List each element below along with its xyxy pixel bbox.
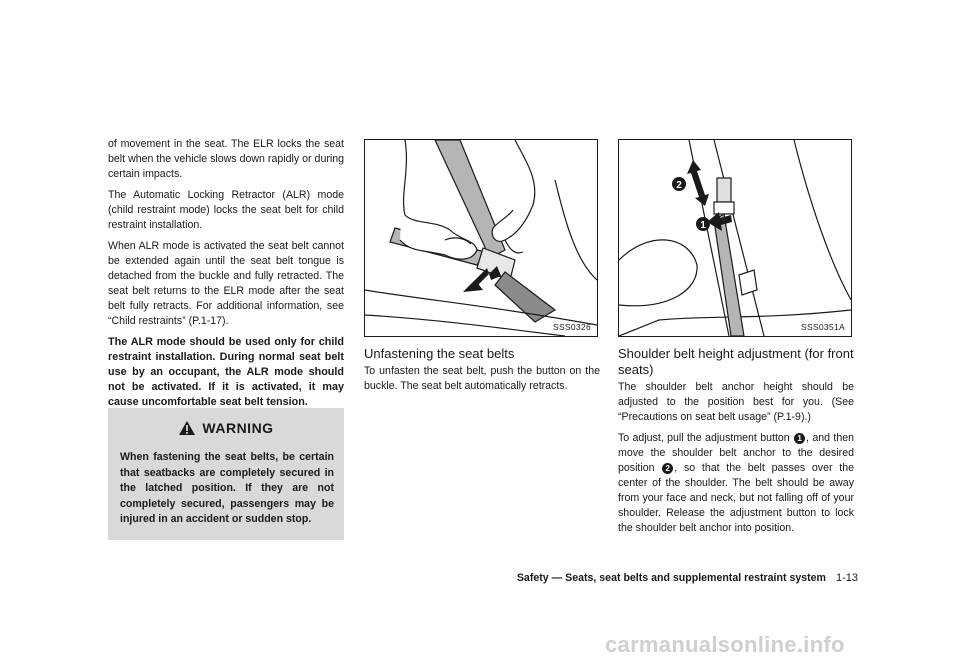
paragraph-alr-activated: When ALR mode is activated the seat belt cannot be extended again until the seat belt tongue is detached from the buckle and fully retracted. The seat belt returns to the ELR mode after the seat belt fully retracts. For additional information, see “Child restraints” (P.1-17). (108, 240, 344, 327)
seat-belt-buckle-illustration (365, 140, 597, 336)
paragraph-alr: The Automatic Locking Retractor (ALR) mode (child restraint mode) locks the seat belt for child restraint installation. (108, 189, 344, 231)
left-column (108, 137, 344, 410)
shoulder-belt-anchor-illustration (619, 140, 851, 336)
unfastening-text: To unfasten the seat belt, push the button on the buckle. The seat belt automatically retracts. (364, 365, 600, 392)
adjust-text-b: , and then move the shoulder belt anchor to the desired position (618, 432, 854, 474)
warning-title: WARNING (202, 420, 274, 436)
shoulder-belt-heading: Shoulder belt height adjustment (for front seats) (618, 346, 854, 377)
paragraph-elr: of movement in the seat. The ELR locks the seat belt when the vehicle slows down rapidly or during certain impacts. (108, 138, 344, 180)
warning-text: When fastening the seat belts, be certain that seatbacks are completely secured in the latched position. If they are not completely secured, passengers may be injured in an accident or sudden stop. (120, 451, 334, 525)
adjust-text-a: To adjust, pull the adjustment button (618, 432, 790, 444)
shoulder-belt-paragraph-1: The shoulder belt anchor height should be adjusted to the position best for you. (See “Precautions on seat belt usage” (P.1-9).) (618, 381, 854, 423)
figure-code: SSS0326 (552, 322, 591, 332)
warning-heading (108, 420, 344, 436)
warning-triangle-icon (178, 420, 196, 436)
adjust-text-c: , so that the belt passes over the center of the shoulder. The belt should be away from your face and neck, but not falling off of your shoulder. Release the adjustment button to lock the shoulder belt anchor into position. (618, 462, 854, 534)
marker-2-icon: 2 (662, 463, 673, 474)
footer-section-title: Safety — Seats, seat belts and supplemental restraint system (516, 572, 826, 584)
unfastening-heading: Unfastening the seat belts (364, 346, 515, 361)
paragraph-alr-caution: The ALR mode should be used only for child restraint installation. During normal seat belt use by an occupant, the ALR mode should not be activated. If it is activated, it may cause uncomfortable seat belt tension. (108, 336, 344, 408)
page-footer (438, 572, 858, 584)
watermark: carmanualsonline.info (605, 632, 845, 657)
figure-unfasten-seat-belt (364, 139, 598, 337)
page-number: 1-13 (835, 572, 858, 584)
figure-shoulder-belt-adjust (618, 139, 852, 337)
callout-1: 1 (700, 220, 706, 231)
figure-code: SSS0351A (801, 322, 845, 332)
shoulder-belt-paragraph-2 (618, 431, 854, 536)
marker-1-icon: 1 (794, 433, 805, 444)
callout-2: 2 (676, 180, 682, 191)
warning-box (108, 408, 344, 540)
shoulder-belt-text (618, 380, 854, 542)
